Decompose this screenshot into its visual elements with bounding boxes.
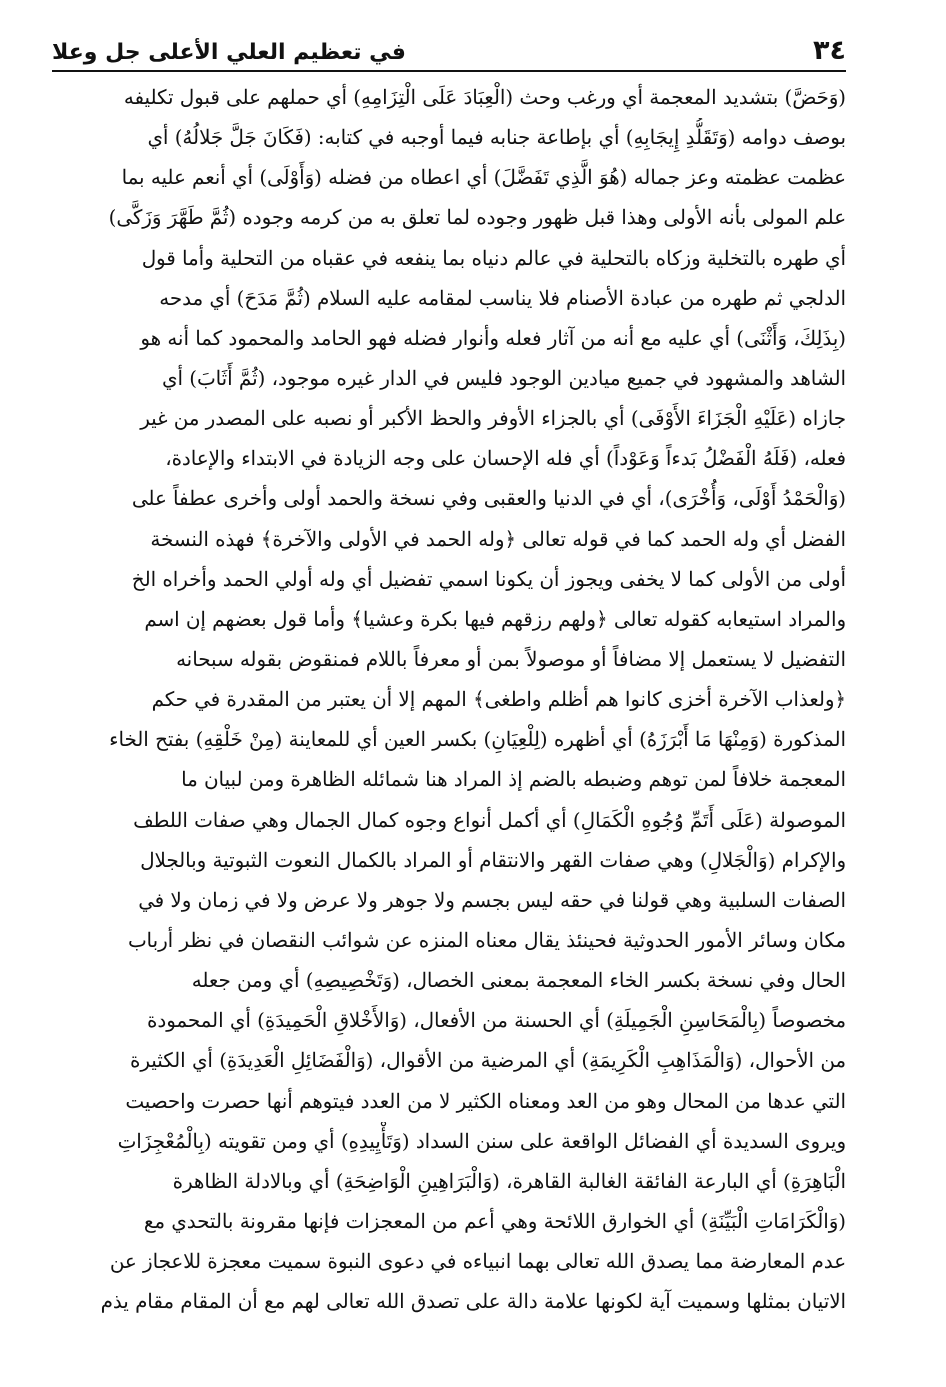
text-line: عظمت عظمته وعز جماله (هُوَ الَّذِي تَفَضَّلَ) أي اعطاه من فضله (وَأَوْلَى) أي أنعم عليه بما bbox=[121, 166, 846, 190]
text-line: الصفات السلبية وهي قولنا في حقه ليس بجسم ولا جوهر ولا عرض ولا في زمان ولا في bbox=[138, 888, 846, 912]
text-line: الاتيان بمثلها وسميت آية لكونها علامة دالة على تصدق الله تعالى لهم مع أن المقام مقام يذم bbox=[100, 1290, 846, 1314]
text-line: جازاه (عَلَيْهِ الْجَزَاءَ الأَوْفَى) أي بالجزاء الأوفر والحظ الأكبر أو نصبه على المصدر من غير bbox=[140, 407, 846, 431]
text-line: المعجمة خلافاً لمن توهم وضبطه بالضم إذ المراد هنا شمائله الظاهرة ومن لبيان ما bbox=[181, 768, 846, 792]
text-line: ويروى السديدة أي الفضائل الواقعة على سنن السداد (وَتَأْيِيدِهِ) أي ومن تقويته (بِالْمُعْجِزَاتِ bbox=[117, 1129, 846, 1153]
text-line: (وَالْكَرَامَاتِ الْبَيِّنَةِ) أي الخوارق اللائحة وهي أعم من المعجزات فإنها مقرونة بالتحدي مع bbox=[143, 1209, 846, 1233]
text-line: (وَالْحَمْدُ أَوْلَى، وَأُخْرَى)، أي في الدنيا والعقبى وفي نسخة والحمد أولى وأخرى عطفاً على bbox=[131, 487, 846, 511]
text-line: الموصولة (عَلَى أَتَمِّ وُجُوهِ الْكَمَالِ) أي أكمل أنواع وجوه كمال الجمال وهي صفات اللطف bbox=[133, 808, 846, 832]
text-line: الدلجي ثم طهره من عبادة الأصنام فلا يناسب لمقامه عليه السلام (ثُمَّ مَدَحَ) أي مدحه bbox=[159, 286, 846, 310]
text-line: فعله، (فَلَهُ الْفَضْلُ بَدءاً وَعَوْداً) أي فله الإحسان على وجه الزيادة في الابتداء والإعادة، bbox=[165, 447, 846, 471]
text-line: مخصوصاً (بِالْمَحَاسِنِ الْجَمِيلَةِ) أي الحسنة من الأفعال، (وَالأَخْلاقِ الْحَمِيدَةِ) أي المحمودة bbox=[147, 1009, 846, 1033]
text-line: والإكرام (وَالْجَلالِ) وهي صفات القهر والانتقام أو المراد بالكمال النعوت الثبوتية وبالجلال bbox=[140, 848, 846, 872]
text-line: ﴿ولعذاب الآخرة أخزى كانوا هم أظلم واطغى﴾ المهم إلا أن يعتبر من المقدرة في حكم bbox=[151, 688, 846, 712]
text-line: علم المولى بأنه الأولى وهذا قبل ظهور وجوده لما تعلق به من كرمه وجوده (ثُمَّ طَهَّرَ وَزَكَّى) bbox=[108, 206, 846, 230]
text-line: الفضل أي وله الحمد كما في قوله تعالى ﴿وله الحمد في الأولى والآخرة﴾ فهذه النسخة bbox=[150, 527, 846, 551]
text-line: التفضيل لا يستعمل إلا مضافاً أو موصولاً بمن أو معرفاً باللام فمنقوض بقوله سبحانه bbox=[176, 647, 846, 671]
text-line: والمراد استيعابه كقوله تعالى ﴿ولهم رزقهم فيها بكرة وعشيا﴾ وأما قول بعضهم إن اسم bbox=[144, 607, 846, 631]
text-line: (وَحَضَّ) بتشديد المعجمة أي ورغب وحث (الْعِبَادَ عَلَى الْتِزَامِهِ) أي حملهم على قبول تكليفه bbox=[123, 86, 846, 109]
text-line: أولى من الأولى كما لا يخفى ويجوز أن يكونا اسمي تفضيل أي وله أولي الحمد وأخراه الخ bbox=[131, 567, 846, 591]
running-title: في تعظيم العلي الأعلى جل وعلا bbox=[52, 40, 406, 65]
text-line: الْبَاهِرَةِ) أي البارعة الفائقة الغالبة القاهرة، (وَالْبَرَاهِينِ الْوَاضِحَةِ) أي وبالادلة الظاهرة bbox=[172, 1169, 846, 1193]
text-line: (بِذَلِكَ، وَأَثْنَى) أي عليه مع أنه من آثار فعله وأنوار فضله فهو الحامد والمحمود كما أنه هو bbox=[140, 326, 846, 350]
body-text bbox=[52, 78, 846, 1322]
header-divider bbox=[52, 70, 846, 72]
text-line: بوصف دوامه (وَتَقَلُّدِ إِيجَابِهِ) أي بإطاعة جنابه فيما أوجبه في كتابه: (فَكَانَ جَلَّ جَلالُهُ) أي bbox=[147, 126, 846, 150]
text-line: الحال وفي نسخة بكسر الخاء المعجمة بمعنى الخصال، (وَتَخْصِيصِهِ) أي ومن جعله bbox=[191, 969, 846, 993]
text-line: مكان وسائر الأمور الحدوثية فحينئذ يقال معناه المنزه عن شوائب النقصان في نظر أرباب bbox=[127, 928, 846, 952]
text-line: المذكورة (وَمِنْهَا مَا أَبْرَزَهُ) أي أظهره (لِلْعِيَانِ) بكسر العين أي للمعاينة (مِنْ خَلْقِهِ) بفتح الخاء bbox=[109, 728, 846, 752]
text-line: أي طهره بالتخلية وزكاه بالتحلية في عالم دنياه بما ينفعه في عقباه من التحلية وأما قول bbox=[141, 246, 846, 270]
running-header bbox=[52, 20, 846, 64]
text-line: عدم المعارضة مما يصدق الله تعالى بهما انبياءه في دعوى النبوة سميت معجزة للاعجاز عن bbox=[109, 1250, 846, 1274]
text-line: التي عدها من المحال وهو من العد ومعناه الكثير لا من العدد فيتوهم أنها حصرت واحصيت bbox=[125, 1089, 846, 1113]
text-line: من الأحوال، (وَالْمَذَاهِبِ الْكَرِيمَةِ) أي المرضية من الأقوال، (وَالْفَضَائِلِ الْعَدِيدَةِ) أي الكثيرة bbox=[130, 1049, 846, 1073]
page-number: ٣٤ bbox=[813, 35, 846, 66]
text-line: الشاهد والمشهود في جميع ميادين الوجود فليس في الدار غيره موجود، (ثُمَّ أَثَابَ) أي bbox=[162, 366, 846, 390]
